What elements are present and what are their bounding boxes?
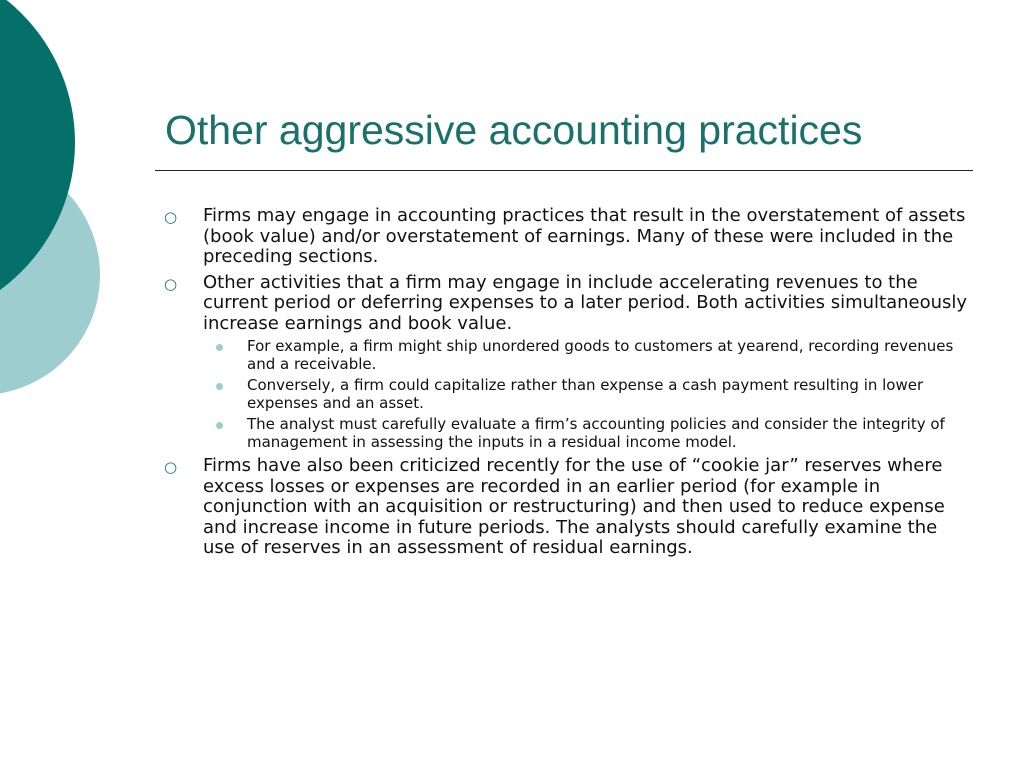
sub-bullet-text: For example, a firm might ship unordered goods to customers at yearend, recording revenues and a receivable. (247, 337, 954, 373)
slide-title: Other aggressive accounting practices (165, 107, 863, 153)
bullet-item (160, 206, 970, 268)
hollow-circle-bullet-icon: ○ (164, 208, 178, 226)
dot-bullet-icon (216, 344, 223, 351)
bullet-list (160, 206, 970, 559)
hollow-circle-bullet-icon: ○ (164, 274, 178, 293)
bullet-item (160, 456, 970, 559)
sub-bullet-item (247, 377, 970, 412)
sub-bullet-text: Conversely, a firm could capitalize rather than expense a cash payment resulting in lower expenses and an asset. (247, 376, 924, 412)
dot-bullet-icon (216, 422, 223, 429)
bullet-text: Other activities that a firm may engage in include accelerating revenues to the current period or deferring expenses to a later period. Both activities simultaneously increase earnings and book value. (203, 271, 968, 334)
title-divider (155, 170, 973, 171)
bullet-text: Firms have also been criticized recently for the use of “cookie jar” reserves where excess losses or expenses are recorded in an earlier period (for example in conjunction with an acquisition or restructuring) and then used to reduce expense and increase income in future periods. The analysts should carefully examine the use of reserves in an assessment of residual earnings. (203, 455, 945, 558)
sub-bullet-item (247, 416, 970, 451)
sub-bullet-text: The analyst must carefully evaluate a firm’s accounting policies and consider the integrity of management in assessing the inputs in a residual income model. (247, 415, 945, 451)
dot-bullet-icon (216, 383, 223, 390)
slide-body (160, 206, 970, 559)
sub-bullet-item (247, 338, 970, 373)
bullet-item (160, 273, 970, 452)
sub-bullet-list (203, 338, 970, 451)
hollow-circle-bullet-icon: ○ (164, 458, 178, 476)
bullet-text: Firms may engage in accounting practices that result in the overstatement of assets (book value) and/or overstatement of earnings. Many of these were included in the preceding sections. (203, 205, 966, 267)
